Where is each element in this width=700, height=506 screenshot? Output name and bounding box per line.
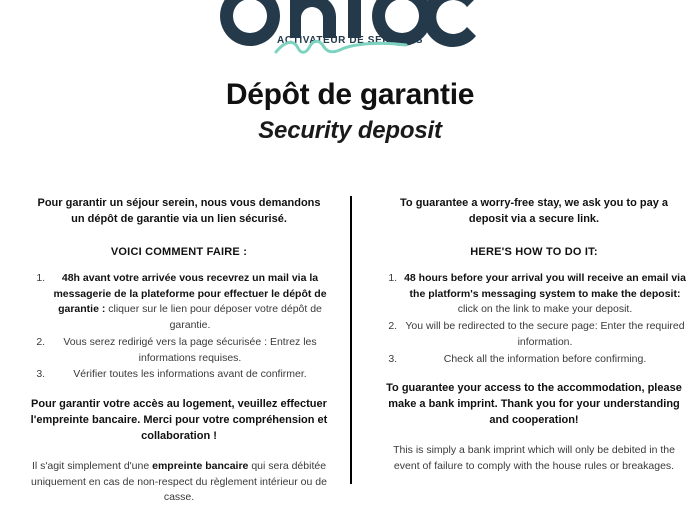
column-english [350, 196, 700, 506]
note-before: Il s'agit simplement d'une [31, 459, 153, 472]
page-title-fr: Dépôt de garantie [225, 78, 475, 111]
step-rest: Vérifier toutes les informations avant de confirmer. [73, 368, 307, 381]
step-bold: 48h avant votre arrivée vous recevrez un mail via la messagerie de la plateforme pour effectuer le dépôt de garantie : [53, 271, 327, 316]
brand-logo [0, 0, 700, 66]
column-french [0, 196, 350, 506]
english-steps-list [382, 271, 686, 368]
english-note [382, 443, 686, 475]
french-lead: Pour garantir un séjour serein, nous vous demandons un dépôt de garantie via un lien sécurisé. [37, 197, 321, 225]
step-rest: You will be redirected to the secure page: Enter the required information. [405, 320, 685, 348]
list-item [400, 271, 686, 318]
page-title-en: Security deposit [258, 117, 442, 144]
french-steps-list [30, 271, 328, 383]
step-rest: Vous serez redirigé vers la page sécurisée : Entrez les informations requises. [63, 335, 317, 364]
step-rest: Check all the information before confirming. [443, 352, 647, 365]
step-rest: click on the link to make your deposit. [457, 303, 633, 316]
english-emphasis: To guarantee your access to the accommodation, please make a bank imprint. Thank you for your understanding and cooperation! [386, 382, 682, 427]
brand-tagline: ACTIVATEUR DE SERVICES [277, 35, 423, 46]
list-item [400, 352, 686, 368]
list-item [48, 335, 328, 367]
english-lead: To guarantee a worry-free stay, we ask you to pay a deposit via a secure link. [400, 197, 668, 225]
note-after: qui sera débitée uniquement en cas de non-respect du règlement intérieur ou de casse. [31, 459, 327, 504]
list-item [48, 367, 328, 383]
list-item [400, 319, 686, 351]
french-emphasis: Pour garantir votre accès au logement, veuillez effectuer l'empreinte bancaire. Merci pour votre compréhension et collaboration ! [30, 398, 328, 442]
list-item [48, 271, 328, 334]
english-howto-heading: HERE'S HOW TO DO IT: [470, 245, 598, 258]
content-columns [0, 196, 700, 506]
step-rest: cliquer sur le lien pour déposer votre dépôt de garantie. [105, 303, 322, 332]
brand-swoosh-icon [272, 36, 412, 58]
note-bold: empreinte bancaire [152, 459, 249, 472]
note-before: This is simply a bank imprint which will only be debited in the event of failure to comply with the house rules or breakages. [393, 444, 675, 472]
page-title-group [0, 78, 700, 145]
french-note [30, 459, 328, 506]
french-howto-heading: VOICI COMMENT FAIRE : [110, 245, 248, 258]
step-bold: 48 hours before your arrival you will receive an email via the platform's messaging system to make the deposit: [404, 271, 686, 300]
